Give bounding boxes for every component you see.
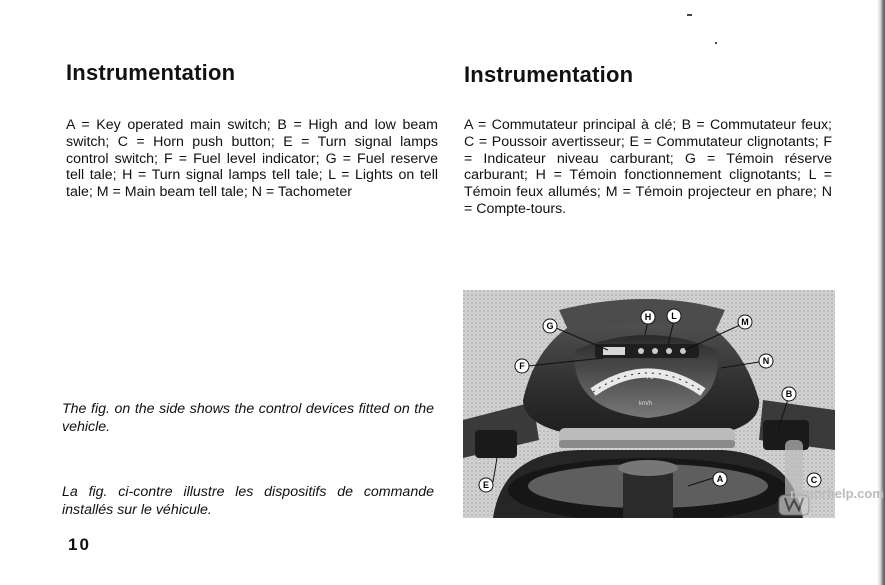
gauge-unit: km/h <box>639 401 653 407</box>
svg-text:E: E <box>482 480 490 490</box>
watermark-text: motorhelp.com <box>790 486 884 501</box>
print-mark <box>687 14 692 16</box>
left-paragraph: A = Key operated main switch; B = High and low beam switch; C = Horn push button; E = Turn signal lamps control switch; F = Fuel level indicator; G = Fuel reserve tell tale; H = Turn signal lamps tell tale; L = Lights on tell tale; M = Main beam tell tale; N = Tachometer <box>66 117 438 201</box>
svg-text:N: N <box>762 356 770 366</box>
caption-english: The fig. on the side shows the control devices fitted on the vehicle. <box>62 401 434 435</box>
svg-text:B: B <box>785 389 793 399</box>
callout-g <box>543 319 557 333</box>
callout-b <box>782 387 796 401</box>
svg-text:L: L <box>671 311 677 321</box>
left-title: Instrumentation <box>66 60 236 85</box>
right-paragraph: A = Commutateur principal à clé; B = Commutateur feux; C = Poussoir avertisseur; E = Commutateur clignotants; F = Indicateur niveau carburant; G = Témoin réserve carburant; H = Témoin fonctionnement clignotants; L = Témoin feux allumés; M = Témoin projecteur en phare; N = Compte-tours. <box>464 117 832 217</box>
page-number: 10 <box>68 535 91 554</box>
scooter-dashboard-figure <box>463 290 835 518</box>
callout-l <box>667 309 681 323</box>
svg-text:G: G <box>546 321 554 331</box>
callout-c <box>807 473 821 487</box>
callout-h <box>641 310 655 324</box>
dashboard-illustration <box>463 290 835 518</box>
callout-a <box>713 472 727 486</box>
svg-text:A: A <box>716 474 724 484</box>
print-mark <box>715 42 717 44</box>
gauge-70: 70 <box>646 374 654 381</box>
callout-f <box>515 359 529 373</box>
callout-n <box>759 354 773 368</box>
caption-french: La fig. ci-contre illustre les dispositifs de commande installés sur le véhicule. <box>62 484 434 518</box>
svg-text:C: C <box>810 475 818 485</box>
svg-text:F: F <box>519 361 525 371</box>
right-title: Instrumentation <box>464 62 634 87</box>
svg-text:M: M <box>741 317 749 327</box>
callout-m <box>738 315 752 329</box>
callout-e <box>479 478 493 492</box>
svg-text:H: H <box>644 312 652 322</box>
